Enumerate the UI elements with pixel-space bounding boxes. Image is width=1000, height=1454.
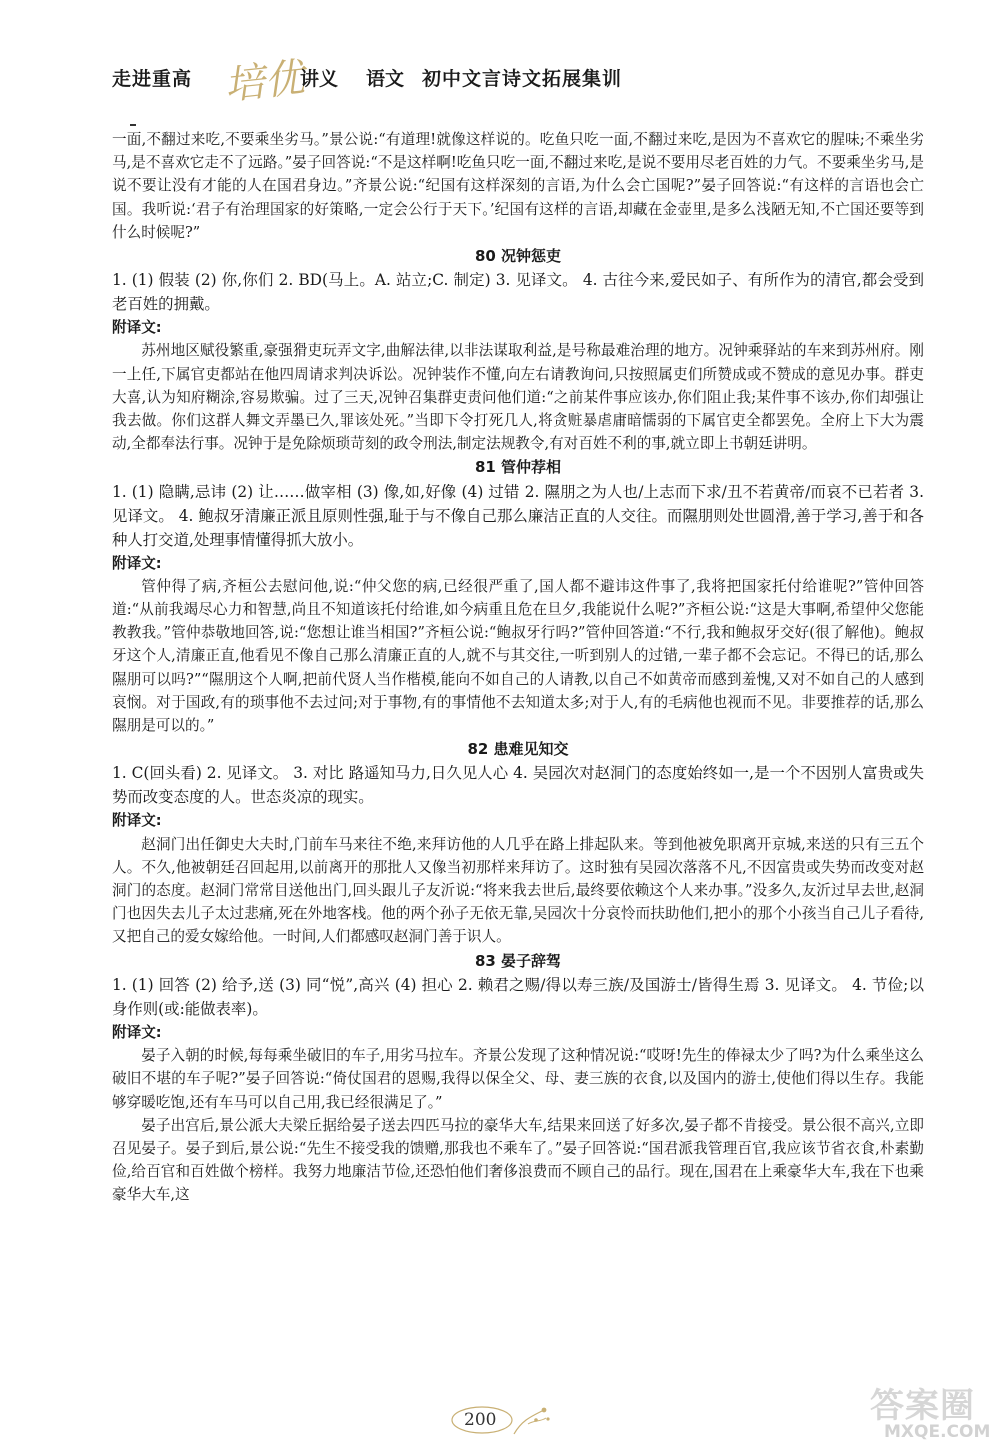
page-header [112, 54, 912, 110]
translation-label: 附译文: [112, 1023, 162, 1041]
header-item-subject: 语文 [366, 68, 405, 90]
translation-paragraph: 晏子出宫后,景公派大夫梁丘据给晏子送去四匹马拉的豪华大车,结果来回送了好多次,晏子都不肯接受。景公很不高兴,立即召见晏子。晏子到后,景公说:“先生不接受我的馈赠,那我也不乘车了。”晏子回答说:“国君派我管理百官,我应该节省衣食,朴素勤俭,给百官和百姓做个榜样。我努力地廉洁节俭,还恐怕他们奢侈浪费而不顾自己的品行。现在,国君在上乘豪华大车,我在下也乘豪华大车,这 [112, 1116, 924, 1204]
answers: 1. (1) 假装 (2) 你,你们 2. BD(马上。A. 站立;C. 制定) 3. 见译文。 4. 古往今来,爱民如子、有所作为的清官,都会受到老百姓的拥戴。 [112, 271, 924, 314]
intro-paragraph: 一面,不翻过来吃,不要乘坐劣马。”景公说:“有道理!就像这样说的。吃鱼只吃一面,不翻过来吃,是因为不喜欢它的腥味;不乘坐劣马,是不喜欢它走不了远路。”晏子回答说:“不是这样啊!吃鱼只吃一面,不翻过来吃,是说不要用尽老百姓的力气。不要乘坐劣马,是说不要让没有才能的人在国君身边。”齐景公说:“纪国有这样深刻的言语,为什么会亡国呢?”晏子回答说:“有这样的言语也会亡国。我听说:‘君子有治理国家的好策略,一定会公行于天下。’纪国有这样的言语,却藏在金壶里,是多么浅陋无知,不亡国还要等到什么时候呢?” [112, 131, 924, 241]
section-title: 82 患难见知交 [467, 740, 569, 759]
section-title: 80 况钟惩吏 [474, 247, 562, 266]
translation-paragraph: 苏州地区赋役繁重,豪强猾吏玩弄文字,曲解法律,以非法谋取利益,是号称最难治理的地方。况钟乘驿站的车来到苏州府。刚一上任,下属官吏都站在他四周请求判决诉讼。况钟装作不懂,向左右请教询问,只按照属吏们所赞成或不赞成的意见办事。群吏大喜,认为知府糊涂,容易欺骗。过了三天,况钟召集群吏责问他们道:“之前某件事应该办,你们阻止我;某件事不该办,你们却强让我去做。你们这群人舞文弄墨已久,罪该处死。”当即下令打死几人,将贪赃暴虐庸暗懦弱的下属官吏全都罢免。全府上下大为震动,全都奉法行事。况钟于是免除烦琐苛刻的政令刑法,制定法规教令,有对百姓不利的事,就立即上书朝廷讲明。 [112, 342, 924, 453]
watermark-url: MXQE.COM [884, 1422, 991, 1442]
margin-mark [130, 124, 136, 126]
answers: 1. C(回头看) 2. 见译文。 3. 对比 路遥知马力,日久见人心 4. 吴园次对赵洞门的态度始终如一,是一个不因别人富贵或失势而改变态度的人。世态炎凉的现实。 [112, 764, 924, 807]
header-item-book-title: 初中文言诗文拓展集训 [422, 68, 623, 90]
page-footer [448, 1400, 558, 1444]
section-81 [112, 456, 924, 737]
section-80 [112, 245, 924, 455]
translation-paragraph: 晏子入朝的时候,每每乘坐破旧的车子,用劣马拉车。齐景公发现了这种情况说:“哎呀!先生的俸禄太少了吗?为什么乘坐这么破旧不堪的车子呢?”晏子回答说:“倚仗国君的恩赐,我得以保全父、母、妻三族的衣食,以及国内的游士,使他们得以生存。我能够穿暖吃饱,还有车马可以自己用,我已经很满足了。” [112, 1047, 924, 1111]
translation-paragraph: 管仲得了病,齐桓公去慰问他,说:“仲父您的病,已经很严重了,国人都不避讳这件事了,我将把国家托付给谁呢?”管仲回答道:“从前我竭尽心力和智慧,尚且不知道该托付给谁,如今病重且危在旦夕,我能说什么呢?”齐桓公说:“这是大事啊,希望仲父您能教教我。”管仲恭敬地回答,说:“您想让谁当相国?”齐桓公说:“鲍叔牙行吗?”管仲回答道:“不行,我和鲍叔牙交好(很了解他)。鲍叔牙这个人,清廉正直,他看见不像自己那么清廉正直的人,就不与其交往,一听到别人的过错,一辈子都不会忘记。不得已的话,那么隰朋可以吗?”“隰朋这个人啊,把前代贤人当作楷模,能向不如自己的人请教,以自己不如黄帝而感到羞愧,又对不如自己的人感到哀悯。对于国政,有的琐事他不去过问;对于事物,有的事情他不去知道太多;对于人,有的毛病他也视而不见。非要推荐的话,那么隰朋是可以的。” [112, 577, 924, 735]
section-title: 83 晏子辞驾 [474, 951, 562, 970]
answers: 1. (1) 隐瞒,忌讳 (2) 让……做宰相 (3) 像,如,好像 (4) 过错 2. 隰朋之为人也/上志而下求/丑不若黄帝/而哀不已若者 3. 见译文。 4. 鲍叔牙清廉正派且原则性强,耻于与不像自己那么廉洁正直的人交往。而隰朋则处世圆滑,善于学习,善于和各种人打交道,处理事情懂得抓大放小。 [112, 482, 924, 549]
brand-script-logo: 培优 [222, 54, 307, 110]
translation-paragraph: 赵洞门出任御史大夫时,门前车马来往不绝,来拜访他的人几乎在路上排起队来。等到他被免职离开京城,来送的只有三五个人。不久,他被朝廷召回起用,以前离开的那批人又像当初那样来拜访了。这时独有吴园次落落不凡,不因富贵或失势而改变对赵洞门的态度。赵洞门常常目送他出门,回头跟儿子友沂说:“将来我去世后,最终要依赖这个人来办事。”没多久,友沂过早去世,赵洞门也因失去儿子太过悲痛,死在外地客栈。他的两个孙子无依无靠,吴园次十分哀怜而扶助他们,把小的那个小孩当自己儿子看待,又把自己的爱女嫁给他。一时间,人们都感叹赵洞门善于识人。 [112, 835, 924, 946]
page-content [112, 128, 924, 1207]
section-82 [112, 738, 924, 948]
section-title: 81 管仲荐相 [474, 458, 562, 477]
translation-label: 附译文: [112, 554, 162, 572]
watermark-logo: 答案圈 [870, 1386, 975, 1426]
translation-label: 附译文: [112, 319, 162, 337]
answers: 1. (1) 回答 (2) 给予,送 (3) 同“悦”,高兴 (4) 担心 2. 赖君之赐/得以寿三族/及国游士/皆得生焉 3. 见译文。 4. 节俭;以身作则(或:能做表率)。 [112, 975, 924, 1018]
translation-label: 附译文: [112, 812, 162, 830]
page-number: 200 [464, 1410, 497, 1430]
series-brand: 走进重高 [112, 68, 193, 90]
section-83 [112, 950, 924, 1207]
header-item-lecture: 讲义 [300, 68, 339, 90]
watermark [866, 1378, 996, 1448]
